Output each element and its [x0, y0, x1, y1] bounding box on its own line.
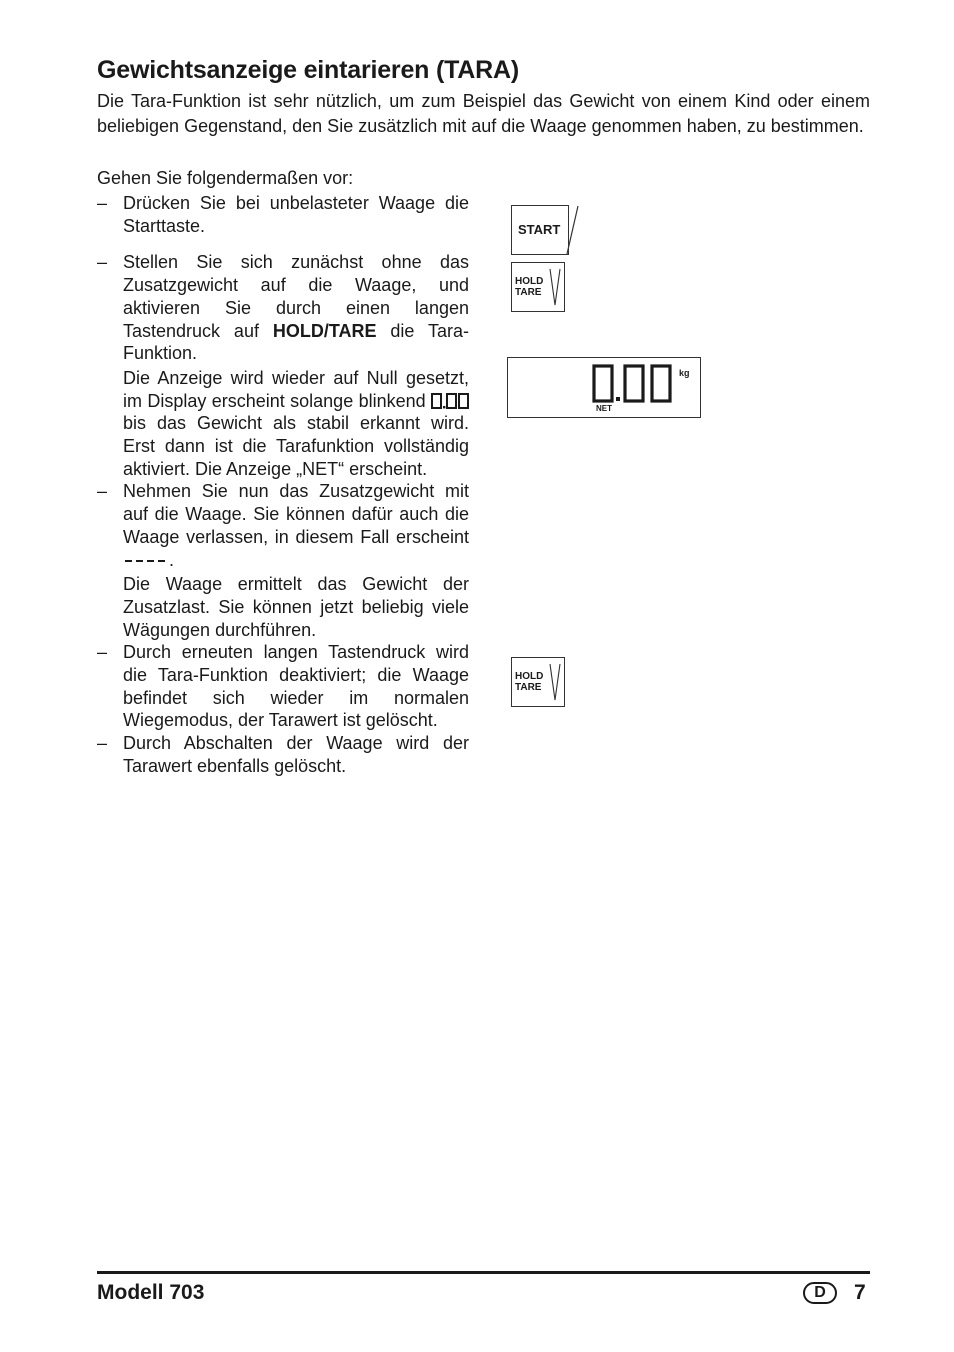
- dash-bullet: –: [97, 252, 108, 273]
- display-net-indicator: NET: [596, 404, 612, 413]
- lcd-display-illustration: [507, 357, 701, 418]
- display-unit: kg: [679, 368, 690, 378]
- hold-tare-key-label: HOLD TARE: [515, 276, 544, 298]
- steps-list: [97, 192, 469, 778]
- step-text: Stellen Sie sich zunächst ohne das Zusatzgewicht auf die Waage, und aktivieren Sie durch einen langen Tastendruck auf HOLD/TARE die Tara-Funktion.: [123, 252, 469, 364]
- lead-sentence: Gehen Sie folgendermaßen vor:: [97, 168, 354, 188]
- hold-tare-label: HOLD/TARE: [272, 320, 377, 341]
- start-key-label: START: [518, 222, 561, 237]
- step-tare: [97, 251, 469, 480]
- display-digits: [590, 363, 676, 405]
- footer-model: Modell 703: [97, 1281, 205, 1304]
- step-text: Drücken Sie bei unbelasteter Waage die Starttaste.: [123, 193, 469, 236]
- start-key-illustration: [511, 205, 569, 255]
- dash-bullet: –: [97, 481, 108, 502]
- step-note: Die Anzeige wird wieder auf Null gesetzt, im Display erscheint solange blinkend bis das Gewicht als stabil erkannt wird. Erst dann ist die Tarafunktion vollständig aktiviert. Die Anzeige „NET“ erscheint.: [123, 367, 469, 479]
- page-title: Gewichtsanzeige eintarieren (TARA): [97, 56, 519, 84]
- intro-paragraph: Die Tara-Funktion ist sehr nützlich, um zum Beispiel das Gewicht von einem Kind oder einem beliebigen Gegenstand, den Sie zusätzlich mit auf die Waage genommen haben, zu bestimmen.: [97, 91, 870, 136]
- slanted-edge-icon: [566, 205, 580, 255]
- step-text: Nehmen Sie nun das Zusatzgewicht mit auf die Waage. Sie können dafür auch die Waage verlassen, in diesem Fall erscheint .: [123, 481, 469, 570]
- blinking-zero-glyph: [431, 393, 469, 409]
- hold-tare-key-label: HOLD TARE: [515, 671, 544, 693]
- page-number: 7: [854, 1281, 866, 1304]
- dash-bullet: –: [97, 642, 108, 663]
- wedge-icon: [549, 662, 561, 702]
- step-power-off: [97, 732, 469, 777]
- step-note: Die Waage ermittelt das Gewicht der Zusatzlast. Sie können jetzt beliebig viele Wägungen durchführen.: [123, 574, 469, 640]
- hold-tare-key-illustration: [511, 657, 565, 707]
- dash-bullet: –: [97, 193, 108, 213]
- dashes-glyph: [123, 556, 169, 568]
- step-deactivate: [97, 641, 469, 732]
- step-text: Durch erneuten langen Tastendruck wird die Tara-Funktion deaktiviert; die Waage befindet sich wieder im normalen Wiegemodus, der Tarawert ist gelöscht.: [123, 642, 469, 731]
- language-badge: D: [803, 1282, 837, 1304]
- footer-rule: [97, 1271, 870, 1274]
- dash-bullet: –: [97, 733, 108, 754]
- step-weigh: [97, 480, 469, 641]
- step-text: Durch Abschalten der Waage wird der Tarawert ebenfalls gelöscht.: [123, 733, 469, 776]
- step-start: [97, 192, 469, 237]
- hold-tare-key-illustration: [511, 262, 565, 312]
- wedge-icon: [549, 267, 561, 307]
